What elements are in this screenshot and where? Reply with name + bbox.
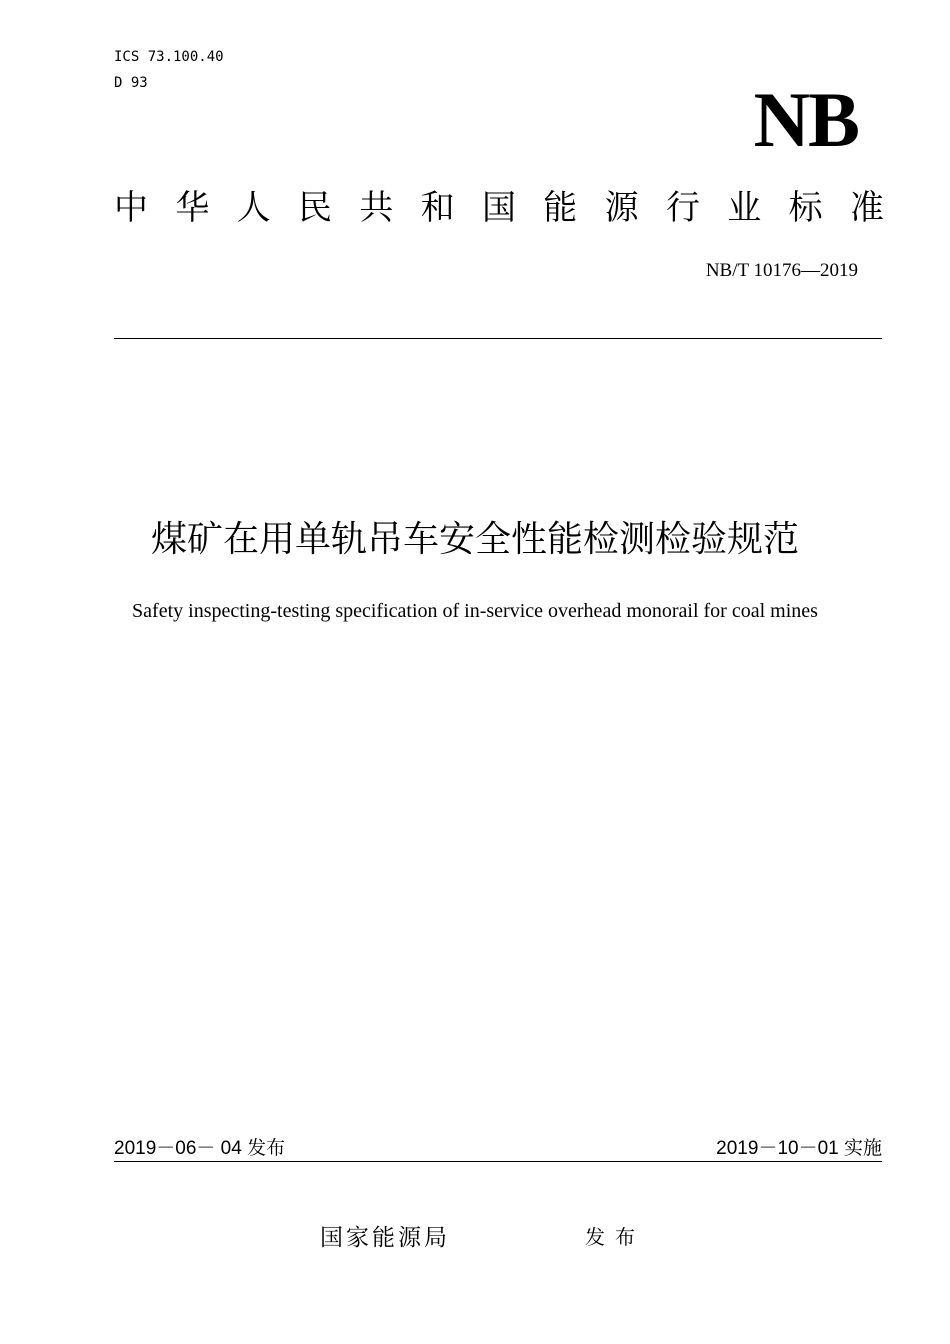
standard-category-char: 能 — [543, 188, 578, 228]
ics-code: ICS 73.100.40 — [114, 49, 224, 65]
standard-category-char: 业 — [727, 188, 762, 228]
footer-divider — [114, 1161, 882, 1162]
standard-category-char: 华 — [175, 188, 210, 228]
document-title-zh: 煤矿在用单轨吊车安全性能检测检验规范 — [150, 519, 799, 560]
standard-category-char: 共 — [359, 188, 394, 228]
standard-category-char: 和 — [420, 188, 455, 228]
document-title-en: Safety inspecting-testing specification of in-service overhead monorail for coal mines — [132, 600, 818, 622]
standard-category-char: 中 — [114, 188, 148, 228]
nb-logo: NB — [753, 76, 858, 163]
standard-category-char: 准 — [849, 188, 884, 228]
standard-category-char: 人 — [236, 188, 271, 228]
implementation-date: 2019－10－01 实施 — [716, 1138, 882, 1159]
standard-category-char: 国 — [481, 188, 516, 228]
standard-category-char: 标 — [788, 188, 823, 228]
standard-category-char: 民 — [297, 188, 332, 228]
standard-category-char: 源 — [604, 188, 639, 228]
issue-date: 2019－06－ 04 发布 — [114, 1138, 286, 1159]
issuing-authority: 国家能源局 — [320, 1225, 450, 1251]
header-divider — [114, 338, 882, 339]
ccs-code: D 93 — [114, 75, 148, 91]
standard-category-char: 行 — [665, 188, 700, 228]
publish-label: 发布 — [585, 1225, 645, 1249]
standard-category-title — [114, 186, 884, 230]
standard-number: NB/T 10176—2019 — [705, 260, 858, 281]
